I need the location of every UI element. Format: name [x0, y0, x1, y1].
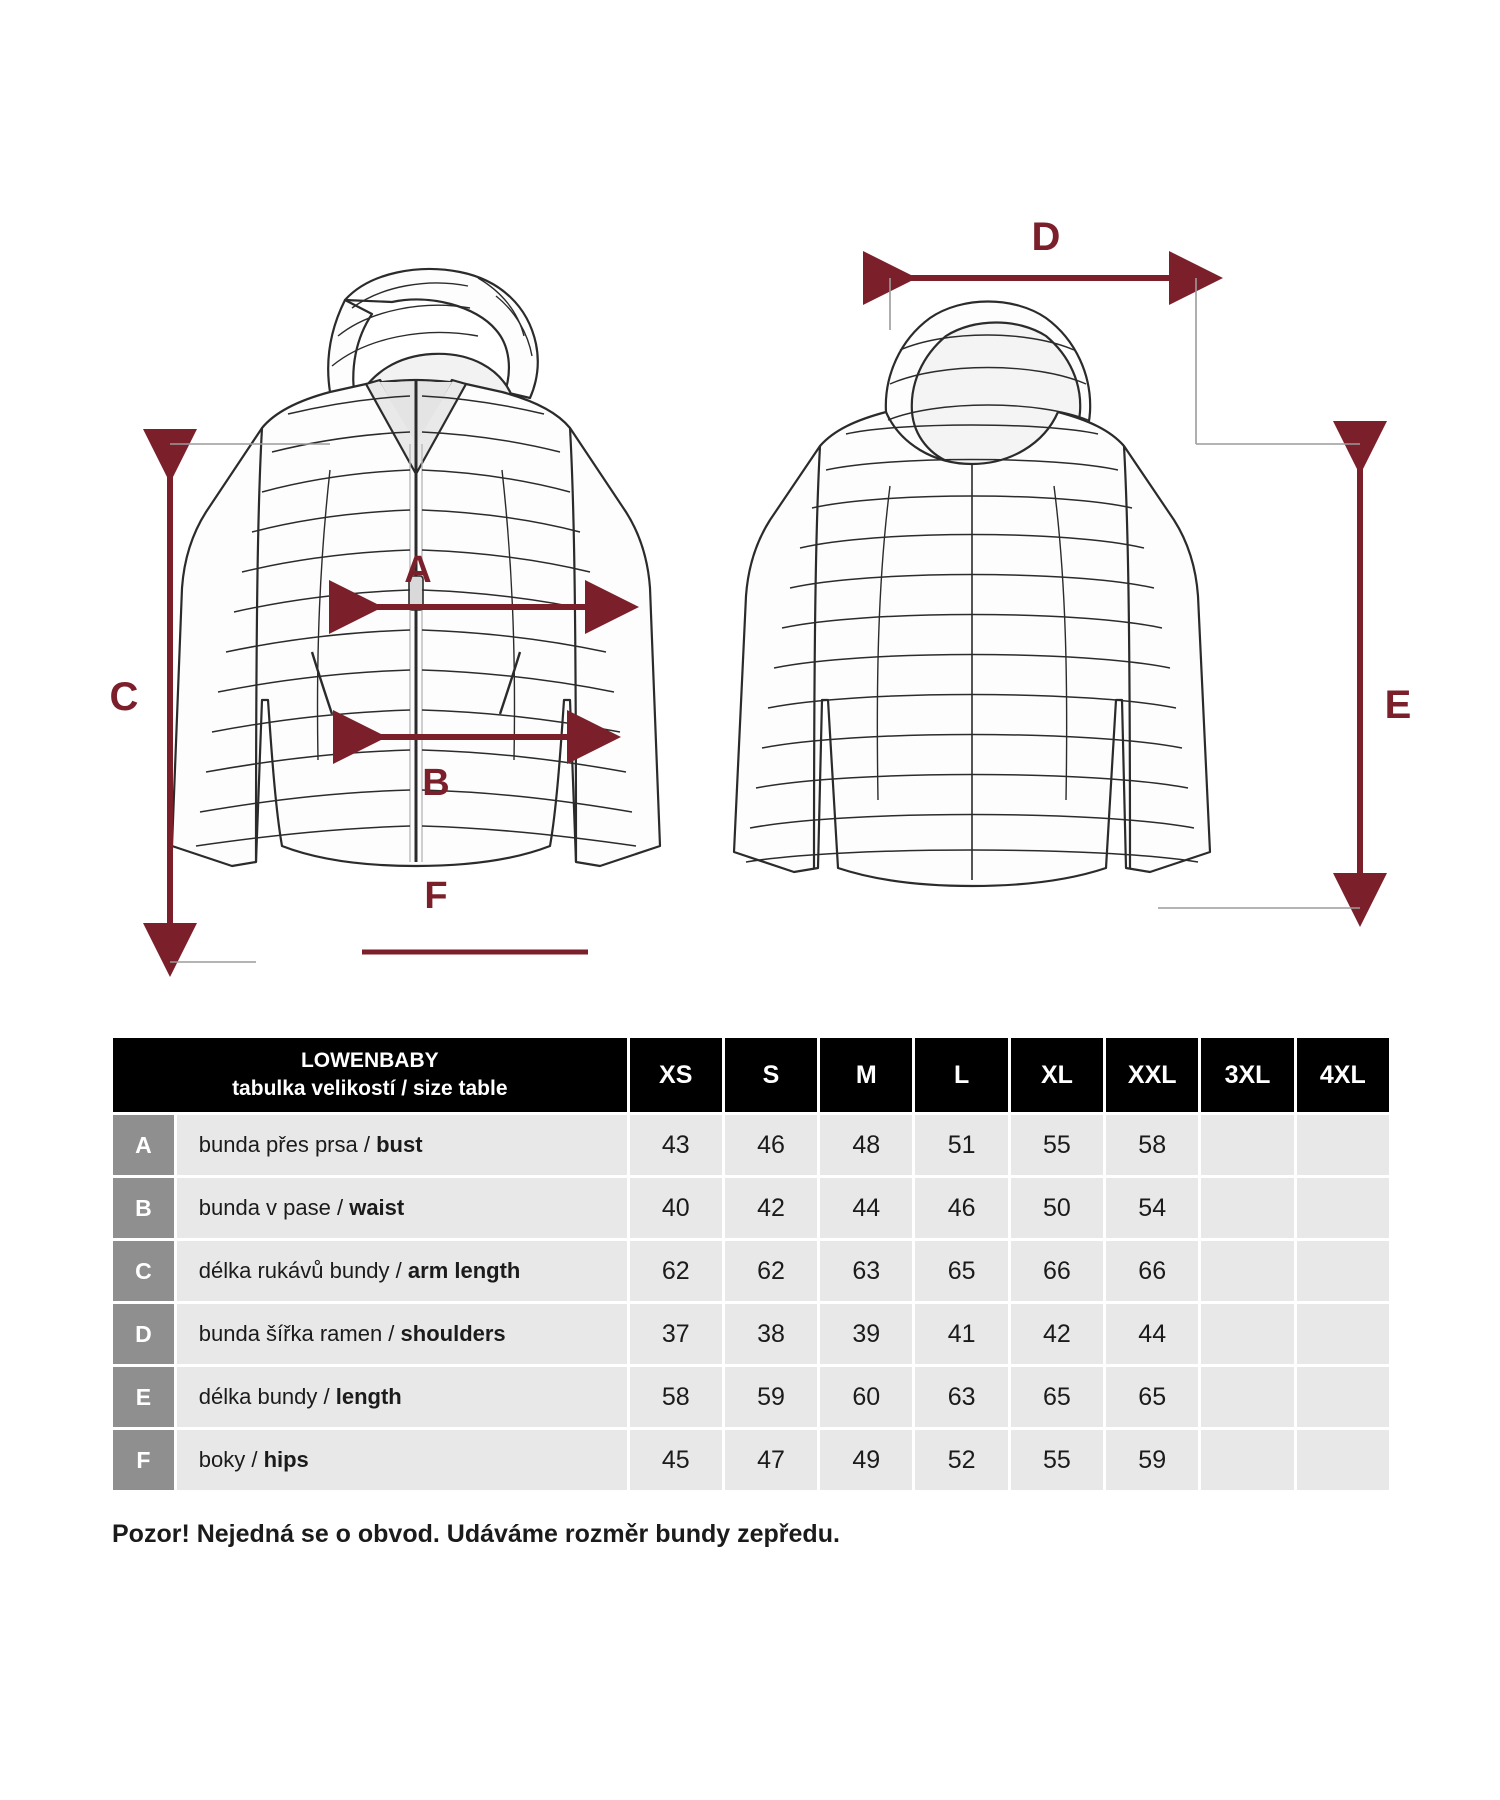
cell-value: 52 [915, 1430, 1007, 1490]
cell-value-empty [1201, 1304, 1293, 1364]
dimension-label-f: F [424, 875, 448, 917]
row-label-cs: boky / [198, 1447, 264, 1472]
row-letter: B [113, 1178, 174, 1238]
row-label [177, 1178, 627, 1238]
dimension-label-e: E [1384, 683, 1412, 727]
size-header-xxl: XXL [1106, 1038, 1198, 1112]
dimension-label-d: D [1031, 215, 1061, 259]
cell-value-empty [1297, 1430, 1389, 1490]
table-row [113, 1115, 1389, 1175]
cell-value-empty [1297, 1178, 1389, 1238]
cell-value: 38 [725, 1304, 817, 1364]
size-header-l: L [915, 1038, 1007, 1112]
cell-value: 46 [915, 1178, 1007, 1238]
cell-value: 37 [630, 1304, 722, 1364]
row-letter: A [113, 1115, 174, 1175]
table-row [113, 1304, 1389, 1364]
measurement-note: Pozor! Nejedná se o obvod. Udáváme rozměr bundy zepředu. [112, 1520, 840, 1548]
cell-value: 59 [1106, 1430, 1198, 1490]
size-header-4xl: 4XL [1297, 1038, 1389, 1112]
row-label-en: hips [263, 1447, 309, 1472]
cell-value: 54 [1106, 1178, 1198, 1238]
cell-value: 66 [1106, 1241, 1198, 1301]
row-label-cs: délka bundy / [198, 1384, 336, 1409]
cell-value: 44 [1106, 1304, 1198, 1364]
cell-value: 63 [915, 1367, 1007, 1427]
cell-value: 50 [1011, 1178, 1103, 1238]
cell-value: 49 [820, 1430, 912, 1490]
cell-value: 44 [820, 1178, 912, 1238]
cell-value: 66 [1011, 1241, 1103, 1301]
row-label [177, 1304, 627, 1364]
cell-value: 58 [630, 1367, 722, 1427]
row-label-en: shoulders [400, 1321, 506, 1346]
cell-value-empty [1297, 1304, 1389, 1364]
cell-value: 55 [1011, 1430, 1103, 1490]
cell-value: 45 [630, 1430, 722, 1490]
cell-value-empty [1201, 1241, 1293, 1301]
cell-value: 63 [820, 1241, 912, 1301]
back-view-jacket [734, 302, 1210, 887]
cell-value-empty [1201, 1430, 1293, 1490]
cell-value: 62 [725, 1241, 817, 1301]
row-label [177, 1115, 627, 1175]
row-label-cs: délka rukávů bundy / [198, 1258, 408, 1283]
table-row [113, 1430, 1389, 1490]
cell-value: 65 [915, 1241, 1007, 1301]
cell-value: 48 [820, 1115, 912, 1175]
cell-value: 55 [1011, 1115, 1103, 1175]
cell-value: 62 [630, 1241, 722, 1301]
cell-value: 58 [1106, 1115, 1198, 1175]
cell-value: 39 [820, 1304, 912, 1364]
row-label-cs: bunda v pase / [198, 1195, 350, 1220]
row-letter: F [113, 1430, 174, 1490]
row-label-en: length [335, 1384, 402, 1409]
cell-value: 42 [1011, 1304, 1103, 1364]
size-table [110, 1035, 1392, 1493]
row-label [177, 1367, 627, 1427]
table-subtitle: tabulka velikostí / size table [232, 1077, 508, 1100]
size-header-3xl: 3XL [1201, 1038, 1293, 1112]
row-letter: E [113, 1367, 174, 1427]
brand-name: LOWENBABY [300, 1048, 439, 1072]
cell-value: 46 [725, 1115, 817, 1175]
cell-value: 41 [915, 1304, 1007, 1364]
row-label-cs: bunda přes prsa / [198, 1132, 377, 1157]
table-header-row [113, 1038, 1389, 1112]
table-title-cell [113, 1038, 627, 1112]
row-letter: C [113, 1241, 174, 1301]
cell-value: 65 [1106, 1367, 1198, 1427]
row-label-en: bust [376, 1132, 423, 1157]
size-header-m: M [820, 1038, 912, 1112]
table-row [113, 1241, 1389, 1301]
cell-value: 43 [630, 1115, 722, 1175]
row-label [177, 1241, 627, 1301]
size-header-xs: XS [630, 1038, 722, 1112]
cell-value: 42 [725, 1178, 817, 1238]
dimension-label-c: C [109, 675, 139, 719]
dimension-label-a: A [404, 549, 432, 591]
size-table-wrap [110, 1035, 1392, 1493]
cell-value-empty [1297, 1115, 1389, 1175]
cell-value: 60 [820, 1367, 912, 1427]
row-label-en: waist [349, 1195, 405, 1220]
cell-value: 59 [725, 1367, 817, 1427]
row-label-en: arm length [407, 1258, 521, 1283]
row-label [177, 1430, 627, 1490]
table-row [113, 1367, 1389, 1427]
row-label-cs: bunda šířka ramen / [198, 1321, 401, 1346]
cell-value: 40 [630, 1178, 722, 1238]
size-header-xl: XL [1011, 1038, 1103, 1112]
table-row [113, 1178, 1389, 1238]
cell-value-empty [1201, 1367, 1293, 1427]
cell-value: 51 [915, 1115, 1007, 1175]
cell-value-empty [1297, 1241, 1389, 1301]
cell-value-empty [1201, 1115, 1293, 1175]
dimension-label-b: B [422, 762, 450, 804]
size-header-s: S [725, 1038, 817, 1112]
cell-value: 65 [1011, 1367, 1103, 1427]
cell-value: 47 [725, 1430, 817, 1490]
row-letter: D [113, 1304, 174, 1364]
cell-value-empty [1297, 1367, 1389, 1427]
cell-value-empty [1201, 1178, 1293, 1238]
